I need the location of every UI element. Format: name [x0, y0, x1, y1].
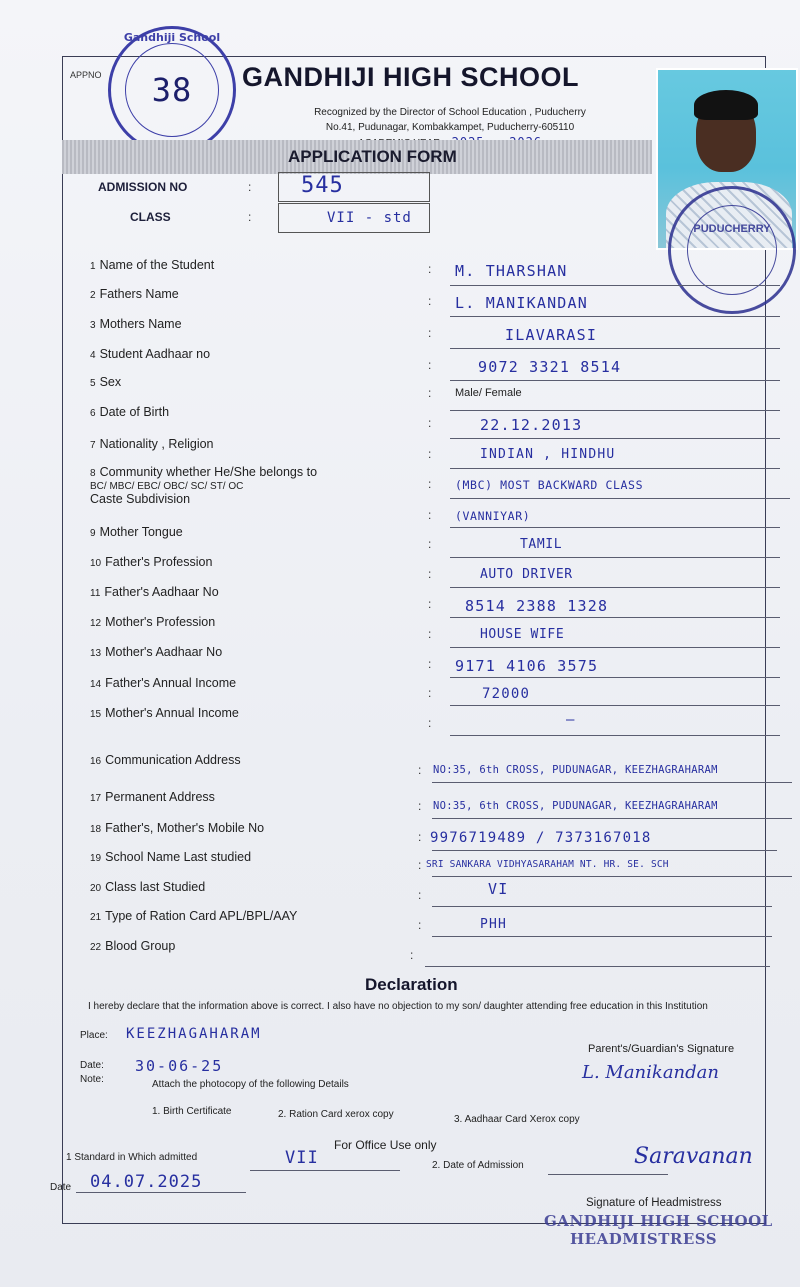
photo-stamp [668, 186, 796, 314]
field-label-5: 5 Sex [90, 375, 122, 389]
field-value-6: 22.12.2013 [480, 416, 583, 434]
office-use-title: For Office Use only [334, 1138, 437, 1152]
field-value-19: SRI SANKARA VIDHYASARAHAM NT. HR. SE. SCH [426, 859, 669, 870]
headmistress-signature: Saravanan [634, 1144, 753, 1169]
application-form-page: APPNO Gandhiji School 38 GANDHIJI HIGH SCHOOL Recognized by the Director of School Education , Puducherry No.41, Pudunagar, Kombakkampet, Puducherry-605110 APPLICATION FORM PUDUCHERRY ADMISSION NO : 545 CLASS : VII - std 1 Name of the Student : M. THARSHAN 2 Fathers Name : L. MANIKANDAN 3 Mothers Name : ILAVARASI 4 Student Aadhaar no : 9072 3321 8514 5 Sex : Male/ Female 6 Date of Birth : 22.12.2013 7 Nationality , Religion : INDIAN , HINDHU 8 Community whether He/She belongs to BC/ MBC/ EBC/ OBC/ SC/ ST/ OC Caste Subdivision : (MBC) MOST BACKWARD CLASS : (VANNIYAR) 9 Mother Tongue : TAMIL 10 Father's Profession : AUTO DRIVER 11 Father's Aadhaar No : 8514 2388 1328 12 Mother's Profession : HOUSE WIFE 13 Mother's Aadhaar No : 9171 4106 3575 14 Father's Annual Income : 72000 15 Mother's Annual Income : — 16 Communication Address : NO:35, 6th CROSS, PUDUNAGAR, KEEZHAGRAHARAM 17 Permanent Address : NO:35, 6th CROSS, PUDUNAGAR, KEEZHAGRAHARAM 18 Father's, Mother's Mobile No : 9976719489 / 7373167018 19 School Name Last studied : SRI SANKARA VIDHYASARAHAM NT. HR. SE. SCH 20 Class last Studied : VI 21 Type of Ration Card APL/BPL/AAY : PHH 22 Blood Group : Declaration I hereby declare that the information above is correct. I also have no objection to my son/ daughter attending free education in this Institution Place: KEEZHAGAHARAM Parent's/Guardian's Signature L. Manikandan Date: 30-06-25 Note: Attach the photocopy of the following Details 1. Birth Certificate 2. Ration Card xerox copy 3. Aadhaar Card Xerox copy For Office Use only 1 Standard in Which admitted VII 2. Date of Admission Date 04.07.2025 Saravanan Signature of Headmistress GANDHIJI HIGH SCHOOL HEADMISTRESS [0, 0, 800, 1287]
field-label-10: 10 Father's Profession [90, 555, 213, 569]
appno-label: APPNO [70, 70, 102, 80]
field-label-22: 22 Blood Group [90, 939, 176, 953]
field-label-13: 13 Mother's Aadhaar No [90, 645, 223, 659]
admission-no-value: 545 [301, 173, 344, 198]
field-value-13: 9171 4106 3575 [455, 657, 599, 675]
field-value-2: L. MANIKANDAN [455, 294, 588, 312]
place-value: KEEZHAGAHARAM [126, 1026, 262, 1042]
field-label-9: 9 Mother Tongue [90, 525, 183, 539]
headmistress-signature-label: Signature of Headmistress [586, 1197, 722, 1209]
attachment-3: 3. Aadhaar Card Xerox copy [454, 1114, 580, 1125]
seal-text: Gandhiji School [123, 31, 221, 44]
admission-no-box [278, 172, 430, 202]
parent-signature-label: Parent's/Guardian's Signature [588, 1043, 735, 1055]
field-label-19: 19 School Name Last studied [90, 850, 252, 864]
field-value-1: M. THARSHAN [455, 262, 568, 280]
note-label: Note: [80, 1074, 104, 1085]
field-label-21: 21 Type of Ration Card APL/BPL/AAY [90, 909, 298, 923]
office-date-value: 04.07.2025 [90, 1172, 203, 1192]
recognition-text: Recognized by the Director of School Education , Puducherry [314, 107, 586, 118]
field-label-15: 15 Mother's Annual Income [90, 706, 239, 720]
field-value-7: INDIAN , HINDHU [480, 447, 616, 462]
field-label-6: 6 Date of Birth [90, 405, 170, 419]
note-text: Attach the photocopy of the following Details [152, 1079, 349, 1090]
school-name: GANDHIJI HIGH SCHOOL [242, 62, 580, 92]
field-label-18: 18 Father's, Mother's Mobile No [90, 821, 265, 835]
field-value-15: — [566, 712, 576, 728]
field-label-1: 1 Name of the Student [90, 258, 215, 272]
field-value-8b: (VANNIYAR) [455, 509, 531, 523]
std-admitted-label: 1 Standard in Which admitted [66, 1152, 198, 1163]
parent-signature: L. Manikandan [582, 1062, 719, 1083]
declaration-text: I hereby declare that the information above is correct. I also have no objection to my son/ daughter attending free education in this Institution [88, 1001, 708, 1012]
field-value-21: PHH [480, 917, 508, 932]
school-address: No.41, Pudunagar, Kombakkampet, Puducherry-605110 [325, 122, 575, 133]
field-value-9: TAMIL [520, 537, 563, 552]
appno-value: 38 [151, 71, 193, 109]
declaration-date-value: 30-06-25 [135, 1057, 224, 1075]
admission-no-label: ADMISSION NO [98, 180, 188, 194]
field-label-7: 7 Nationality , Religion [90, 437, 214, 451]
declaration-title: Declaration [365, 975, 458, 994]
class-label: CLASS [130, 210, 171, 224]
photo-hair [694, 90, 758, 120]
field-label-17: 17 Permanent Address [90, 790, 215, 804]
field-value-10: AUTO DRIVER [480, 567, 573, 582]
stamp-line-1: GANDHIJI HIGH SCHOOL [544, 1212, 773, 1230]
field-value-11: 8514 2388 1328 [465, 597, 609, 615]
field-value-8: (MBC) MOST BACKWARD CLASS [455, 478, 644, 492]
field-value-3: ILAVARASI [505, 326, 598, 344]
std-admitted-value: VII [285, 1148, 319, 1168]
date-of-admission-label: 2. Date of Admission [432, 1160, 524, 1171]
field-label-4: 4 Student Aadhaar no [90, 347, 211, 361]
field-value-5: Male/ Female [455, 387, 522, 399]
field-label-2: 2 Fathers Name [90, 287, 179, 301]
field-label-11: 11 Father's Aadhaar No [90, 585, 219, 599]
field-value-18: 9976719489 / 7373167018 [430, 830, 652, 846]
place-label: Place: [80, 1030, 108, 1041]
field-value-16: NO:35, 6th CROSS, PUDUNAGAR, KEEZHAGRAHARAM [433, 764, 718, 776]
field-label-16: 16 Communication Address [90, 753, 241, 767]
class-value: VII - std [327, 210, 412, 226]
class-box [278, 203, 430, 233]
headmistress-stamp [544, 1212, 773, 1248]
field-label-8: 8 Community whether He/She belongs to BC/ MBC/ EBC/ OBC/ SC/ ST/ OC Caste Subdivision [90, 465, 318, 506]
form-title: APPLICATION FORM [288, 147, 457, 166]
date-label: Date: [80, 1060, 104, 1071]
field-label-12: 12 Mother's Profession [90, 615, 216, 629]
field-value-14: 72000 [482, 686, 531, 702]
attachment-2: 2. Ration Card xerox copy [278, 1109, 394, 1120]
attachment-1: 1. Birth Certificate [152, 1106, 232, 1117]
field-value-17: NO:35, 6th CROSS, PUDUNAGAR, KEEZHAGRAHARAM [433, 800, 718, 812]
field-value-20: VI [488, 880, 509, 898]
field-label-20: 20 Class last Studied [90, 880, 206, 894]
photo-stamp-text: PUDUCHERRY [693, 223, 771, 235]
colon: : [248, 210, 252, 224]
field-label-3: 3 Mothers Name [90, 317, 182, 331]
field-value-12: HOUSE WIFE [480, 627, 565, 642]
school-seal [108, 26, 236, 154]
office-date-label: Date [50, 1182, 72, 1193]
photo-stamp-ring [687, 205, 777, 295]
stamp-line-2: HEADMISTRESS [570, 1230, 718, 1248]
field-label-14: 14 Father's Annual Income [90, 676, 237, 690]
field-value-4: 9072 3321 8514 [478, 358, 622, 376]
colon: : [248, 180, 252, 194]
